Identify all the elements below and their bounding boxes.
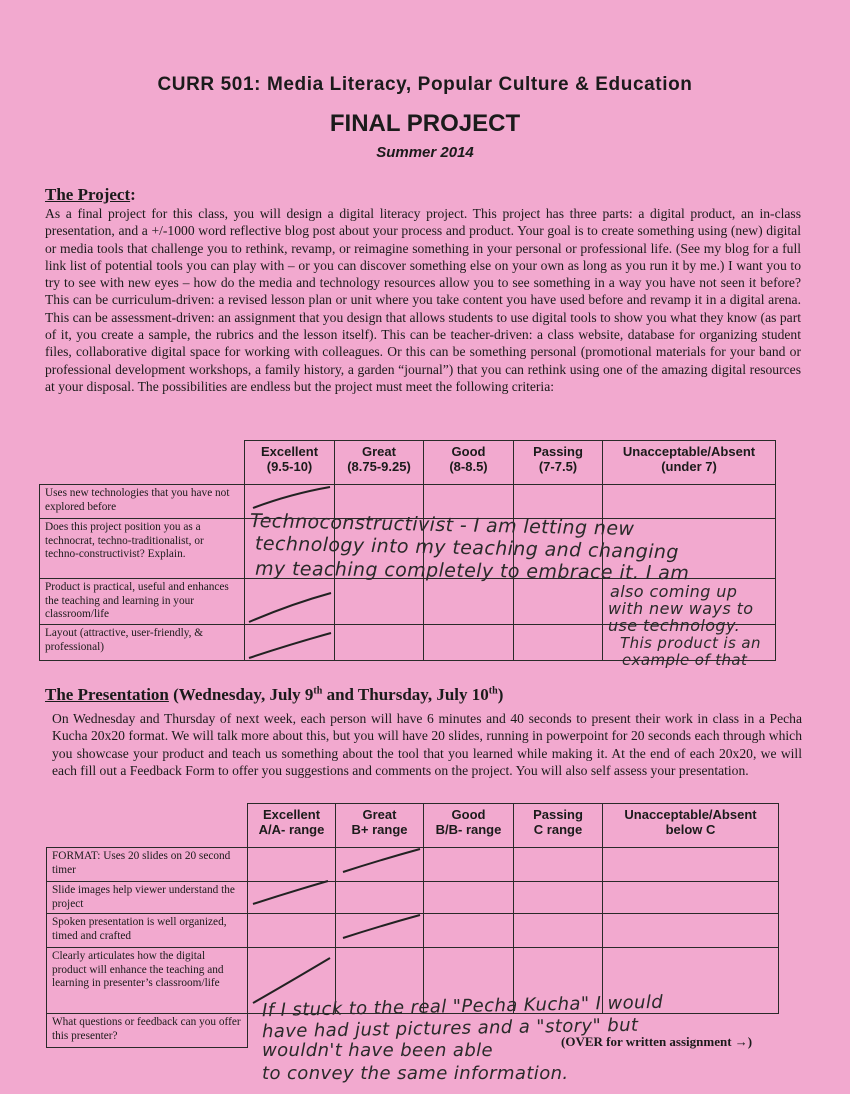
rubric-cell (336, 882, 424, 914)
col-unacceptable: Unacceptable/Absent below C (603, 804, 779, 848)
col-excellent: Excellent A/A- range (248, 804, 336, 848)
rubric-cell (424, 914, 514, 948)
criterion-row: What questions or feedback can you offer this presenter? (47, 1014, 248, 1048)
checkmark-icon (340, 912, 425, 942)
rubric-cell (335, 579, 424, 625)
over-note: (OVER for written assignment →) (561, 1034, 753, 1049)
rubric-cell (603, 485, 776, 519)
rubric-cell (424, 579, 514, 625)
rubric-cell (424, 882, 514, 914)
handwritten-answer: wouldn't have been able (262, 1040, 494, 1061)
col-great: Great (8.75-9.25) (335, 441, 424, 485)
checkmark-icon (250, 484, 335, 512)
col-great: Great B+ range (336, 804, 424, 848)
rubric-cell (603, 882, 779, 914)
rubric-cell (248, 914, 336, 948)
rubric-cell (424, 625, 514, 661)
handwritten-answer: If I stuck to the real "Pecha Kucha" I would (261, 991, 664, 1022)
document-title: FINAL PROJECT (329, 110, 521, 137)
project-heading: The Project: (45, 185, 136, 204)
rubric-cell (248, 848, 336, 882)
checkmark-icon (250, 878, 332, 908)
criterion-row: Does this project position you as a technocrat, techno-traditionalist, or techno-constructivist? Explain. (40, 519, 245, 579)
handwritten-answer: Technoconstructivist - I am letting new (249, 509, 635, 541)
criterion-row: Uses new technologies that you have not explored before (40, 485, 245, 519)
criterion-row: FORMAT: Uses 20 slides on 20 second timer (47, 848, 248, 882)
document-subtitle: Summer 2014 (376, 144, 474, 161)
col-excellent: Excellent (9.5-10) (245, 441, 335, 485)
col-good: Good (8-8.5) (424, 441, 514, 485)
course-title: CURR 501: Media Literacy, Popular Culture & Education (157, 74, 693, 95)
col-good: Good B/B- range (424, 804, 514, 848)
project-description: As a final project for this class, you will design a digital literacy project. This project has three parts: a digital product, an in-class presentation, and a +/-1000 word reflective blog post about your process and product. Your goal is to create something using (new) digital or media tools that challenge you to rethink, revamp, or reimagine something in your personal or professional life. (See my blog for a full link list of potential tools you can play with – or you can discover something else on your own as long as you run it by me.) I want you to try to see with new eyes – how do the media and technology resources allow you to see something in a way you have not seen it before? This can be curriculum-driven: a revised lesson plan or unit where you take content you have used before and revamp it in a digital arena. This can be assessment-driven: an assignment that you design that allows students to use digital tools to show you what they know (as part of it, you create a sample, the rubrics and the lesson itself). This can be teacher-driven: a class website, database for organizing student files, collaborative digital space for working with colleagues. Or this can be something personal (promotional materials for your band or professional development workshops, a family history, a garden “journal”) that you can rethink using one of the amazing digital resources at your disposal. The possibilities are endless but the project must meet the following criteria: (45, 206, 801, 394)
checkmark-icon (340, 846, 425, 876)
col-unacceptable: Unacceptable/Absent (under 7) (603, 441, 776, 485)
rubric-cell (514, 579, 603, 625)
criterion-row: Slide images help viewer understand the project (47, 882, 248, 914)
rubric-cell (603, 914, 779, 948)
handwritten-answer: have had just pictures and a "story" but (261, 1014, 639, 1043)
col-passing: Passing C range (514, 804, 603, 848)
handwritten-answer: This product is an (620, 634, 761, 652)
rubric-cell (514, 848, 603, 882)
criterion-row: Clearly articulates how the digital product will enhance the teaching and learning in presenter’s classroom/life (47, 948, 248, 1014)
handwritten-answer: example of that (622, 651, 748, 669)
presentation-heading: The Presentation (Wednesday, July 9th and Thursday, July 10th) (45, 685, 504, 704)
col-passing: Passing (7-7.5) (514, 441, 603, 485)
rubric-cell (514, 914, 603, 948)
rubric-cell (335, 625, 424, 661)
handwritten-answer: use technology. (608, 616, 741, 635)
criterion-row: Spoken presentation is well organized, timed and crafted (47, 914, 248, 948)
rubric-cell (514, 882, 603, 914)
rubric-corner (40, 441, 245, 485)
rubric-corner (47, 804, 248, 848)
checkmark-icon (246, 590, 336, 626)
handwritten-answer: technology into my teaching and changing (254, 532, 680, 564)
rubric-cell (514, 485, 603, 519)
rubric-cell (603, 848, 779, 882)
rubric-cell (514, 625, 603, 661)
handwritten-answer: with new ways to (608, 599, 754, 618)
handwritten-answer: also coming up (610, 582, 738, 601)
handwritten-answer: to convey the same information. (262, 1063, 569, 1084)
handwritten-answer: my teaching completely to embrace it. I am (254, 557, 690, 585)
presentation-description: On Wednesday and Thursday of next week, each person will have 6 minutes and 40 seconds to present their work in class in a Pecha Kucha 20x20 format. We will talk more about this, but you will have 20 slides, running in powerpoint for 20 seconds each through which you showcase your product and teach us something about the tool that you learned while making it. At the end of each 20x20, we will each fill out a Feedback Form to offer you suggestions and comments on the project. You will also self assess your presentation. (52, 711, 802, 778)
criterion-row: Product is practical, useful and enhances the teaching and learning in your classroom/life (40, 579, 245, 625)
rubric-cell (424, 848, 514, 882)
checkmark-icon (246, 630, 336, 662)
criterion-row: Layout (attractive, user-friendly, & professional) (40, 625, 245, 661)
